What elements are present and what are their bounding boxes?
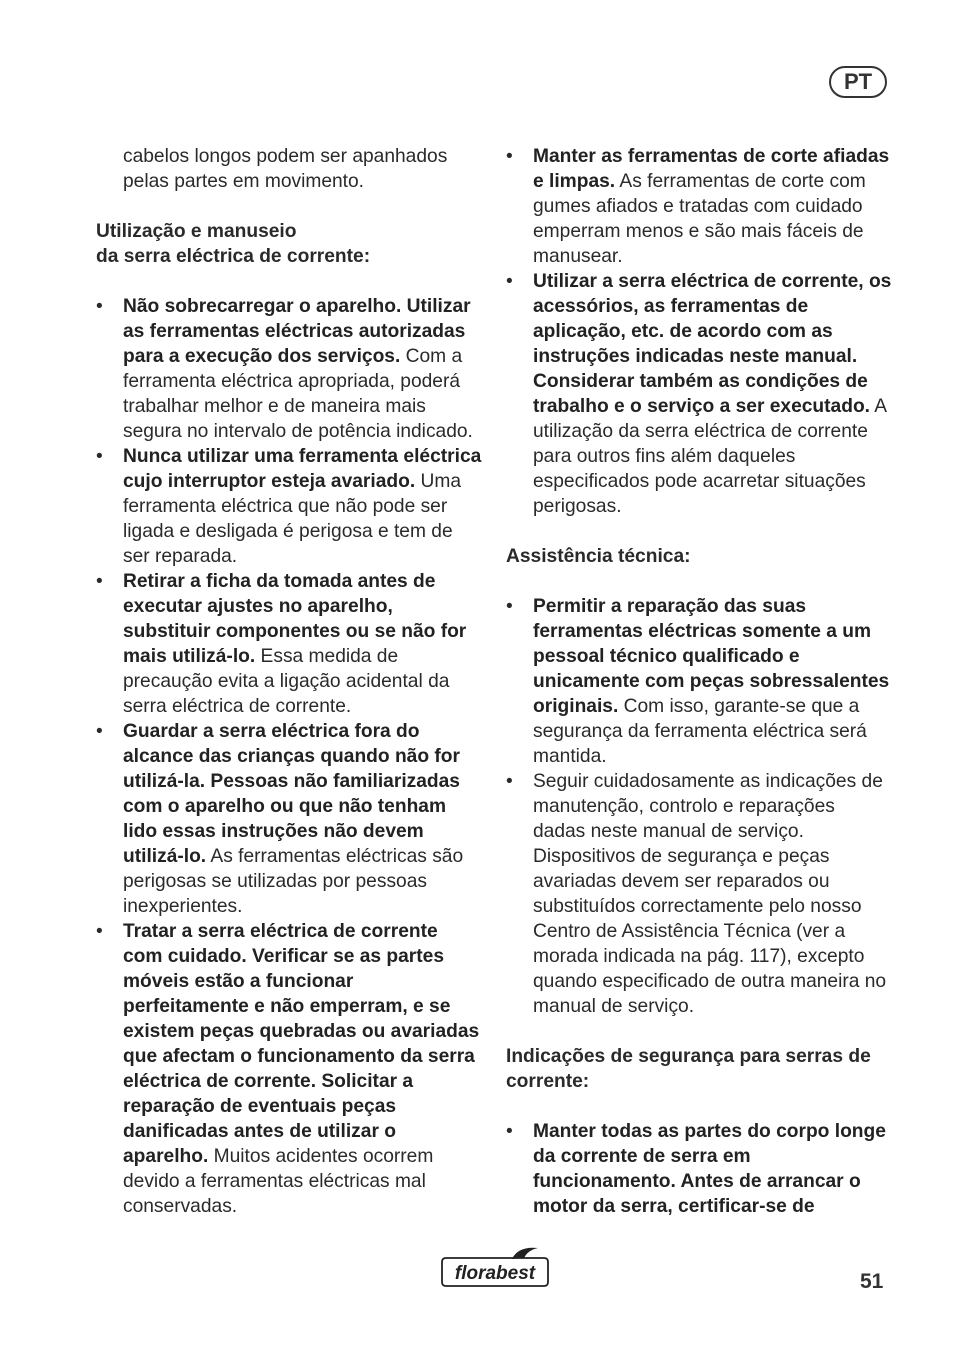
bullet-icon: • bbox=[506, 271, 513, 292]
list-item bbox=[506, 1119, 892, 1219]
bullet-text: Essa medida de precaução evita a ligação acidental da serra eléctrica de corrente. bbox=[123, 646, 450, 717]
bullet-text: Muitos acidentes ocorrem devido a ferramentas eléctricas mal conservadas. bbox=[123, 1146, 434, 1217]
bullet-bold-text: Tratar a serra eléctrica de corrente com cuidado. Verificar se as partes móveis estão a funcionar perfeitamente e não emperram, e se existem peças quebradas ou avariadas que afectam o funcionamento da serra eléctrica de corrente. Solicitar a reparação de eventuais peças danificadas antes de utilizar o aparelho. bbox=[123, 921, 480, 1167]
bullet-icon: • bbox=[96, 446, 103, 467]
bullet-bold-text: Nunca utilizar uma ferramenta eléctrica cujo interruptor esteja avariado. bbox=[123, 446, 482, 492]
intro-paragraph: cabelos longos podem ser apanhados pelas partes em movimento. bbox=[123, 146, 448, 192]
right-column bbox=[506, 144, 892, 1219]
bullet-text: Uma ferramenta eléctrica que não pode ser ligada e desligada é perigosa e tem de ser reparada. bbox=[123, 471, 462, 567]
bullet-text: Com a ferramenta eléctrica apropriada, poderá trabalhar melhor e de maneira mais segura no intervalo de potência indicado. bbox=[123, 346, 473, 442]
bullet-text: Seguir cuidadosamente as indicações de manutenção, controlo e reparações dadas neste manual de serviço. Dispositivos de segurança e peças avariadas devem ser reparados ou substituídos correctamente pelo nosso Centro de Assistência Técnica (ver a morada indicada na pág. 117), excepto quando especificado de outra maneira no manual de serviço. bbox=[533, 771, 887, 1017]
logo-text: florabest bbox=[454, 1263, 536, 1284]
bullet-icon: • bbox=[96, 921, 103, 942]
list-item bbox=[96, 919, 482, 1219]
bullet-icon: • bbox=[506, 1121, 513, 1142]
bullet-bold-text: Manter todas as partes do corpo longe da corrente de serra em funcionamento. Antes de arrancar o motor da serra, certificar-se de bbox=[533, 1121, 886, 1217]
bullet-bold-text: Permitir a reparação das suas ferramentas eléctricas somente a um pessoal técnico qualificado e unicamente com peças sobressalentes originais. bbox=[533, 596, 890, 717]
section-heading-service: Assistência técnica: bbox=[506, 546, 691, 567]
bullet-icon: • bbox=[506, 596, 513, 617]
bullet-icon: • bbox=[96, 571, 103, 592]
bullet-text: A utilização da serra eléctrica de corrente para outros fins além daqueles especificados pode acarretar situações perigosas. bbox=[533, 396, 887, 517]
bullet-bold-text: Não sobrecarregar o aparelho. Utilizar as ferramentas eléctricas autorizadas para a execução dos serviços. bbox=[123, 296, 471, 367]
bullet-icon: • bbox=[506, 146, 513, 167]
bullet-text: Com isso, garante-se que a segurança da ferramenta eléctrica será mantida. bbox=[533, 696, 867, 767]
list-item bbox=[96, 444, 482, 569]
list-item bbox=[506, 594, 892, 769]
bullet-bold-text: Manter as ferramentas de corte afiadas e limpas. bbox=[533, 146, 890, 192]
bullet-icon: • bbox=[506, 771, 513, 792]
bullet-bold-text: Retirar a ficha da tomada antes de executar ajustes no aparelho, substituir componentes ou se não for mais utilizá-lo. bbox=[123, 571, 467, 667]
list-item bbox=[96, 569, 482, 719]
list-item bbox=[96, 294, 482, 444]
list-item bbox=[96, 719, 482, 919]
bullet-icon: • bbox=[96, 296, 103, 317]
left-column bbox=[96, 144, 482, 1219]
list-item bbox=[506, 769, 892, 1019]
bullet-text: As ferramentas eléctricas são perigosas se utilizadas por pessoas inexperientes. bbox=[123, 846, 464, 917]
florabest-logo bbox=[438, 1244, 552, 1290]
language-badge: PT bbox=[829, 66, 887, 98]
bullet-bold-text: Utilizar a serra eléctrica de corrente, os acessórios, as ferramentas de aplicação, etc. de acordo com as instruções indicadas neste manual. Considerar também as condições de trabalho e o serviço a ser executado. bbox=[533, 271, 892, 417]
bullet-text: As ferramentas de corte com gumes afiados e tratadas com cuidado emperram menos e são mais fáceis de manusear. bbox=[533, 171, 866, 267]
bullet-icon: • bbox=[96, 721, 103, 742]
page-number: 51 bbox=[860, 1270, 884, 1293]
list-item bbox=[506, 269, 892, 519]
section-heading-usage: Utilização e manuseio bbox=[96, 221, 297, 242]
section-heading-safety: Indicações de segurança para serras de corrente: bbox=[506, 1046, 871, 1092]
section-heading-usage-line2: da serra eléctrica de corrente: bbox=[96, 246, 371, 267]
list-item bbox=[506, 144, 892, 269]
bullet-bold-text: Guardar a serra eléctrica fora do alcance das crianças quando não for utilizá-la. Pessoas não familiarizadas com o aparelho ou que não tenham lido essas instruções não devem utilizá-lo. bbox=[123, 721, 460, 867]
